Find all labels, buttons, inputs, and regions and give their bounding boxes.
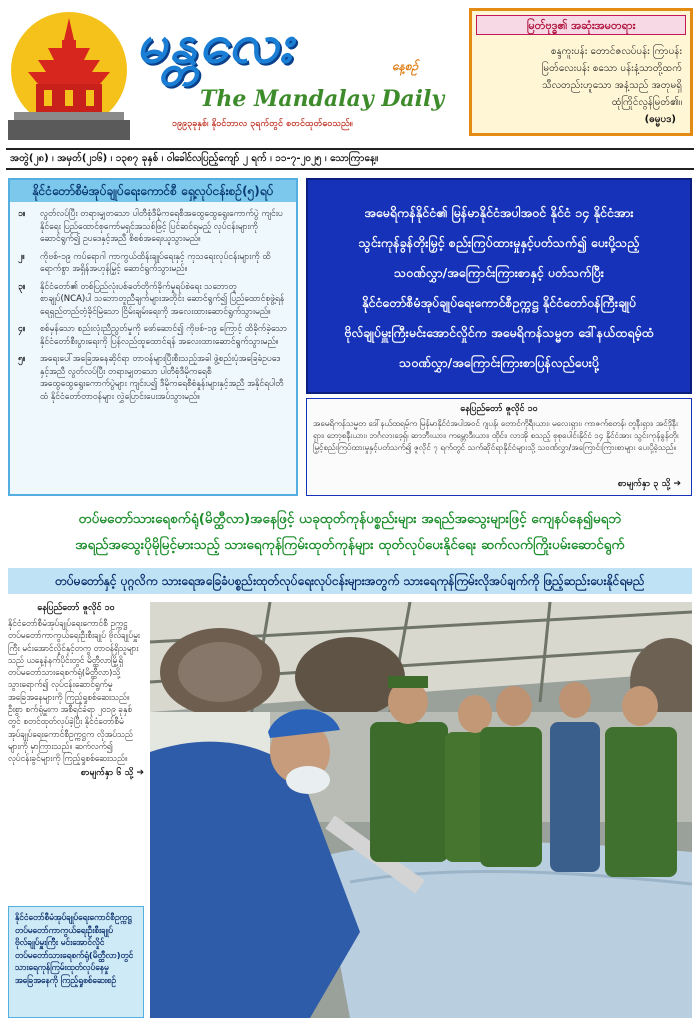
lead-story-page-ref[interactable]: စာမျက်နှာ ၃ သို့ ➔ (617, 479, 681, 489)
main-article (8, 602, 144, 902)
article-dateline: နေပြည်တော် ဇူလိုင် ၁၀ (37, 603, 115, 613)
roadmap-item-text: အရေးပေါ်အခြေအနေဆိုင်ရာ တာဝန်များပြီးစီးသည့်အခါ ဖွဲ့စည်းပုံအခြေခံဥပဒေနှင့်အညီ လွတ်လပ်ပြီး တရားမျှတသော ပါတီစုံဒီမိုကရေစီ အထွေထွေရွေးကောက်ပွဲများ ကျင်းပ၍ ဒီမိုကရေစီစံနှုန်းများနှင့်အညီ အနိုင်ရပါတီထံ နိုင်ငံတော်တာဝန်များ လွှဲပြောင်းပေးအပ်သွားမည်။ (40, 354, 284, 402)
roadmap-item-text: စစ်မှန်သော စည်းလုံးညီညွတ်မှုကို ဖော်ဆောင်၍ ကိုဗစ်-၁၉ ကြောင့် ထိခိုက်ခဲ့သော နိုင်ငံတော်စီးပွားရေးကို ပြန်လည်ထူထောင်ရန် အလေးထားဆောင်ရွက်သွားမည်။ (40, 324, 287, 347)
roadmap-item-number: ၂။ (18, 251, 25, 262)
roadmap-item (18, 353, 288, 403)
masthead-subtitle: နေ့စဉ် (392, 59, 419, 73)
teaching-source: (ဓမ္မပဒ) (644, 114, 676, 125)
main-headline-line: အရည်အသွေးပိုမိုမြင့်မားသည့် သားရေကုန်ကြမ်းထုတ်ကုန်များ ထုတ်လုပ်ပေးနိုင်ရေး ဆက်လက်ကြိုးပမ်းဆောင်ရွက် (75, 537, 625, 553)
lead-headline-box (306, 178, 692, 394)
lead-story-body: အမေရိကန်သမ္မတ ဒေါ်နယ်ထရမ့်က မြန်မာနိုင်ငံအပါအဝင် ဂျပန်၊ တောင်ကိုရီးယား၊ မလေးရှား၊ ကာဇက်စတန်၊ တူနီးရှား၊ အင်ဒိုနီးရှား၊ ဘော့စနီးယား၊ ဘင်္ဂလားဒေ့ရှ်၊ ဆာဘီးယား၊ ကမ္ဘောဒီးယား၊ ထိုင်း၊ လာအို စသည့် စုစုပေါင်းနိုင်ငံ ၁၄ နိုင်ငံအား သွင်းကုန်ခွန်တိုးမြှင့်စည်းကြပ်ထားမှုနှင့်ပတ်သက်၍ ဇူလိုင် ၇ ရက်တွင် သက်ဆိုင်ရာနိုင်ငံများသို့ သဝဏ်လွှာ/အကြောင်းကြားစာများ ပေးပို့ခဲ့သည်။ (313, 419, 679, 452)
teaching-line: စန္ဒကူးပန်း တောင်ဇလပ်ပန်း ကြာပန်း (550, 46, 682, 57)
lead-story-text (306, 398, 692, 496)
five-point-roadmap-box (8, 178, 298, 496)
masthead (0, 0, 700, 146)
issue-dateline: အတွဲ(၂၈) ၊ အမှတ်(၂၁၆) ၊ ၁၃၈၇ ခုနှစ် ၊ ဝါခေါင်လပြည့်ကျော် ၂ ရက် ၊ ၁၁-၇-၂၀၂၅ ၊ သောကြာနေ့။ (6, 148, 694, 170)
roadmap-item (18, 281, 288, 319)
lead-headline-line: ဗိုလ်ချုပ်မှူးကြီးမင်းအောင်လှိုင်က အမေရိကန်သမ္မတ ဒေါ်နယ်ထရမ့်ထံ (344, 325, 654, 340)
photo-caption-box: နိုင်ငံတော်စီမံအုပ်ချုပ်ရေးကောင်စီဥက္ကဋ္ဌ တပ်မတော်ကာကွယ်ရေးဦးစီးချုပ် ဗိုလ်ချုပ်မှူးကြီး မင်းအောင်လှိုင် တပ်မတော်သားရေစက်ရုံ(မိတ္ထီလာ)တွင် သားရေကုန်ကြမ်းထုတ်လုပ်နေမှု အခြေအနေကို ကြည့်ရှုစစ်ဆေးစဉ် (8, 906, 144, 1018)
teaching-line: မြတ်လေးပန်း စသော ပန်းနံ့သာတို့ထက် (541, 63, 682, 74)
main-subheadline: တပ်မတော်နှင့် ပုဂ္ဂလိက သားရေအခြေခံပစ္စည်းထုတ်လုပ်ရေးလုပ်ငန်းများအတွက် သားရေကုန်ကြမ်းလိုအပ်ချက်ကို ဖြည့်ဆည်းပေးနိုင်ရမည် (8, 568, 692, 594)
lead-headline-line: နိုင်ငံတော်စီမံအုပ်ချုပ်ရေးကောင်စီဥက္ကဋ္ဌ နိုင်ငံတော်ဝန်ကြီးချုပ် (361, 295, 637, 310)
roadmap-item (18, 208, 288, 246)
teaching-heading: မြတ်ဗုဒ္ဓ၏ အဆုံးအမတရား (476, 15, 686, 35)
lead-headline-line: သွင်းကုန်ခွန်တိုးမြှင့် စည်းကြပ်ထားမှုနှင့်ပတ်သက်၍ ပေးပို့သည့် (358, 235, 640, 250)
masthead-title: မန္တလေး (136, 11, 295, 75)
roadmap-item-number: ၄။ (18, 324, 26, 334)
roadmap-item-text: ကိုဗစ်-၁၉ ကပ်ရောဂါ ကာကွယ်ထိန်းချုပ်ရေးနှင့် ကုသရေးလုပ်ငန်းများကို ထိရောက်စွာ အရှိန်အဟုန်မြှင့် ဆောင်ရွက်သွားမည်။ (40, 251, 271, 274)
roadmap-item-number: ၅။ (18, 354, 26, 364)
roadmap-item-text: လွတ်လပ်ပြီး တရားမျှတသော ပါတီစုံဒီမိုကရေစီအထွေထွေရွေးကောက်ပွဲ ကျင်းပနိုင်ရေး ပြည်ထောင်စုကော်မရှင်အသစ်ဖြင့် ပြင်ဆင်ရမည့် လုပ်ငန်းများကို ဆောင်ရွက်၍ ဥပဒေနှင့်အညီ စိစစ်အရေးယူသွားမည်။ (40, 209, 283, 244)
factory-inspection-photo (150, 602, 692, 1018)
main-headline-line: တပ်မတော်သားရေစက်ရုံ(မိတ္ထီလာ)အနေဖြင့် ယခုထုတ်ကုန်ပစ္စည်းများ အရည်အသွေးများဖြင့် ကျေနပ်နေ၍မရဘဲ (78, 511, 622, 527)
roadmap-item (18, 251, 288, 276)
factory-photo-illustration (150, 602, 692, 1018)
teaching-line: ထုံကြိုင်လွန်မြတ်၏။ (611, 97, 682, 108)
masthead-english-title: The Mandalay Daily (200, 86, 445, 112)
teaching-line: သီလတည်းဟူသော အနံ့သည် အတုမရှိ (541, 80, 682, 91)
article-page-ref[interactable]: စာမျက်နှာ ၆ သို့ ➔ (80, 767, 144, 778)
roadmap-list (10, 202, 296, 414)
lead-story-dateline: နေပြည်တော် ဇူလိုင် ၁၀ (460, 404, 538, 414)
roadmap-item-number: ၃။ (18, 281, 26, 292)
lead-headline-line: အမေရိကန်နိုင်ငံ၏ မြန်မာနိုင်ငံအပါအဝင် နိုင်ငံ ၁၄ နိုင်ငံအား (364, 205, 634, 220)
lead-headline-line: သဝဏ်လွှာ/အကြောင်းကြားစာပြန်လည်ပေးပို့ (399, 355, 599, 370)
teaching-body (472, 39, 690, 115)
roadmap-item-text: နိုင်ငံတော်၏ တစ်ပြည်လုံးပစ်ခတ်တိုက်ခိုက်မှုရပ်စဲရေး သဘောတူစာချုပ်(NCA)ပါ သဘောတူညီချက်များအတိုင်း ဆောင်ရွက်၍ ပြည်ထောင်စုဖွဲ့ရန် ရေရှည်တည်တံ့ခိုင်မြဲသော ငြိမ်းချမ်းရေးကို အလေးထားဆောင်ရွက်သွားမည်။ (40, 281, 285, 317)
pagoda-logo (8, 8, 130, 140)
roadmap-heading: နိုင်ငံတော်စီမံအုပ်ချုပ်ရေးကောင်စီ ရှေ့လုပ်ငန်းစဉ်(၅)ရပ် (10, 180, 296, 202)
main-headline (8, 506, 692, 562)
roadmap-item (18, 323, 288, 348)
article-body: နိုင်ငံတော်စီမံအုပ်ချုပ်ရေးကောင်စီ ဥက္ကဋ္ဌ တပ်မတော်ကာကွယ်ရေးဦးစီးချုပ် ဗိုလ်ချုပ်မှူးကြီး မင်းအောင်လှိုင်နှင့်တကွ တာဝန်ရှိသူများသည် ယနေ့နံနက်ပိုင်းတွင် မိတ္ထီလာမြို့ရှိ တပ်မတော်သားရေစက်ရုံ(မိတ္ထီလာ)သို့ သွားရောက်၍ လုပ်ငန်းဆောင်ရွက်မှုအခြေအနေများကို ကြည့်ရှုစစ်ဆေးသည်။ ဦးစွာ စက်ရုံမှူးက အစီရင်ခံရာ ၂၀၁၉ ခုနှစ်တွင် စတင်ထုတ်လုပ်ခဲ့ပြီး နိုင်ငံတော်စီမံအုပ်ချုပ်ရေးကောင်စီဥက္ကဋ္ဌက လိုအပ်သည်များကို မှာကြားသည်။ ဆက်လက်၍ လုပ်ငန်းခွင်များကို ကြည့်ရှုစစ်ဆေးသည်။ (8, 618, 140, 764)
masthead-tagline: ၁၉၉၃ခုနှစ်၊ နိုဝင်ဘာလ ၃ရက်တွင် စတင်ထုတ်ဝေသည်။ (172, 119, 353, 129)
buddha-teaching-box (469, 8, 693, 136)
roadmap-item-number: ၁။ (18, 209, 26, 219)
lead-headline-line: သဝဏ်လွှာ/အကြောင်းကြားစာနှင့် ပတ်သက်ပြီး (394, 265, 604, 280)
